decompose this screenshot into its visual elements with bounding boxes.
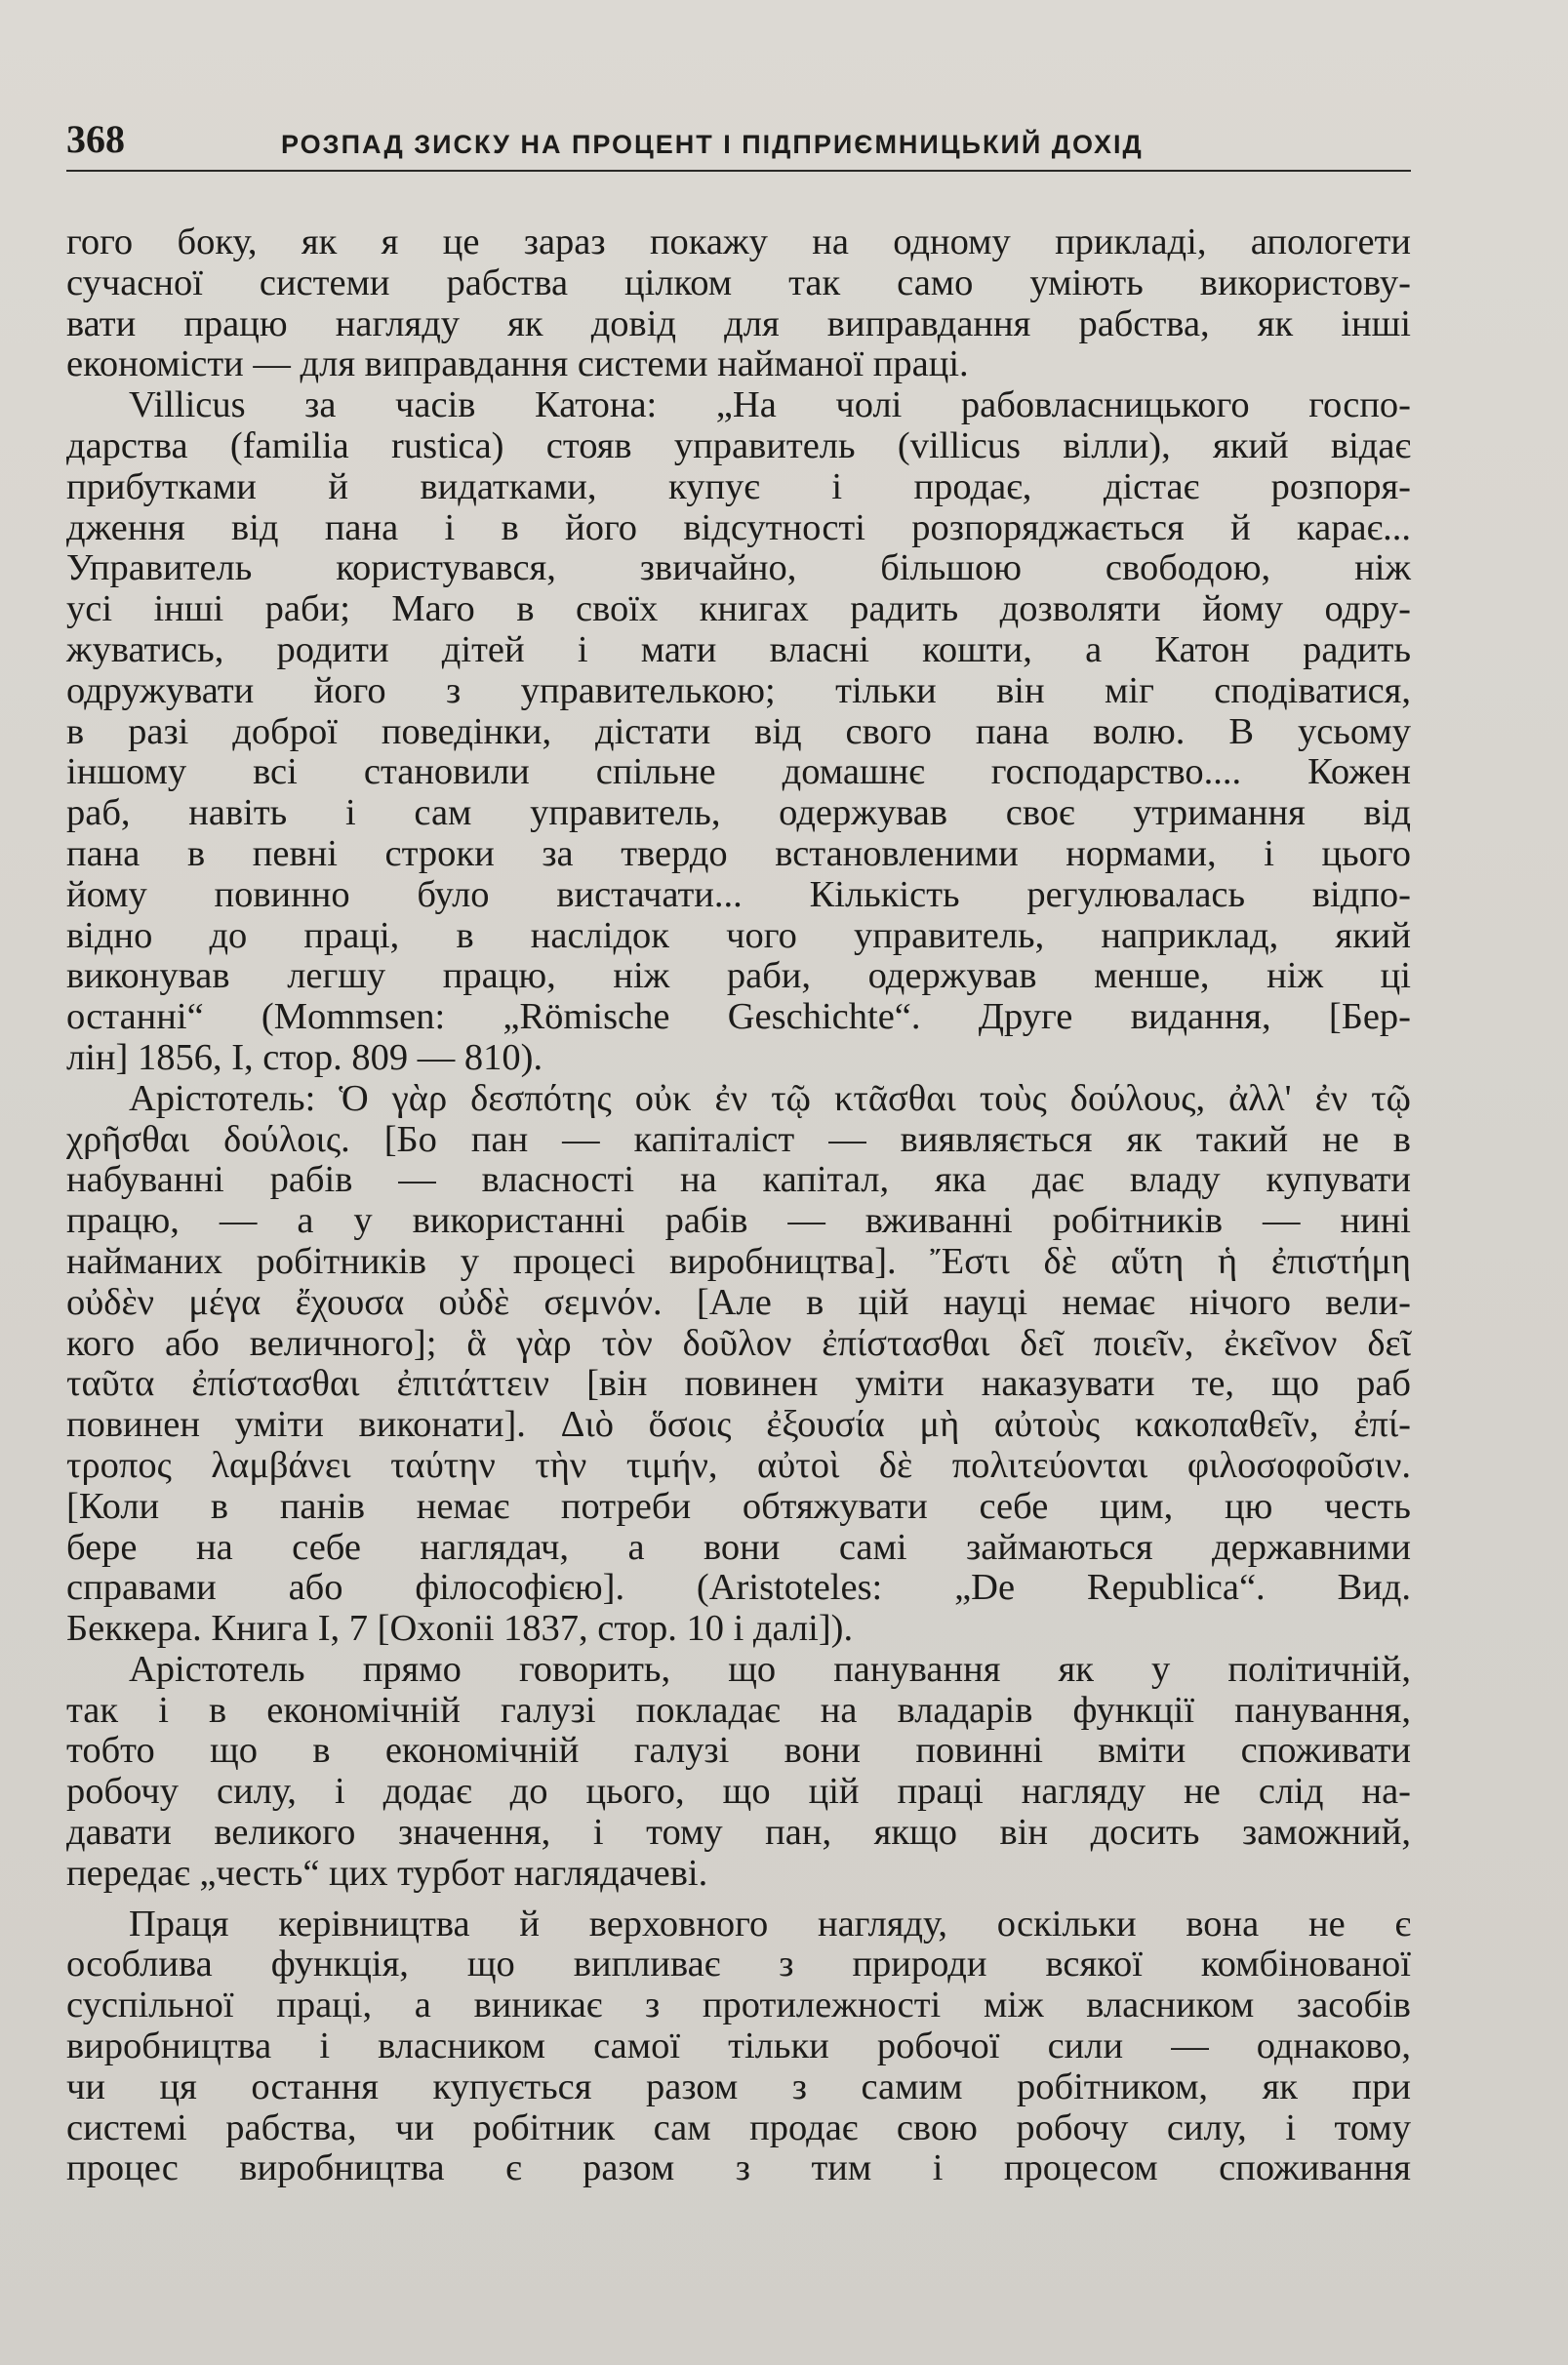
text-line: ταῦτα ἐπίστασθαι ἐπιτάττειν [він повинен уміти наказувати те, що раб bbox=[66, 1363, 1411, 1405]
text-line: в разі доброї поведінки, дістати від свого пана волю. В усьому bbox=[66, 710, 1411, 752]
text-line: останні“ (Mommsen: „Römische Geschichte“. Друге видання, [Бер- bbox=[66, 996, 1411, 1038]
text-line: гого боку, як я це зараз покажу на одному прикладі, апологети bbox=[66, 221, 1411, 262]
page-header bbox=[66, 115, 1411, 172]
text-line: Арістотель: Ὁ γὰρ δεσπότης οὐκ ἐν τῷ κτᾶσθαι τοὺς δούλους, ἀλλ' ἐν τῷ bbox=[129, 1077, 1411, 1119]
text-line: тобто що в економічній галузі вони повинні вміти споживати bbox=[66, 1730, 1411, 1772]
text-line: жуватись, родити дітей і мати власні кошти, а Катон радить bbox=[66, 628, 1411, 670]
text-line: вати працю нагляду як довід для виправдання рабства, як інші bbox=[66, 302, 1411, 344]
text-line: прибутками й видатками, купує і продає, дістає розпоря- bbox=[66, 465, 1411, 507]
text-line: пана в певні строки за твердо встановленими нормами, і цього bbox=[66, 832, 1411, 874]
text-line: χρῆσθαι δούλοις. [Бо пан — капіталіст — виявляється як такий не в bbox=[66, 1118, 1411, 1160]
text-line: [Коли в панів немає потреби обтяжувати себе цим, цю честь bbox=[66, 1485, 1411, 1527]
text-line: усі інші раби; Маго в своїх книгах радить дозволяти йому одру- bbox=[66, 588, 1411, 630]
text-line: найманих робітників у процесі виробництва]. Ἔστι δὲ αὕτη ἡ ἐπιστήμη bbox=[66, 1240, 1411, 1282]
text-line: особлива функція, що випливає з природи всякої комбінованої bbox=[66, 1944, 1411, 1985]
text-line: раб, навіть і сам управитель, одержував своє утримання від bbox=[66, 792, 1411, 834]
text-line: іншому всі становили спільне домашнє господарство.... Кожен bbox=[66, 751, 1411, 793]
text-line: виробництва і власником самої тільки робочої сили — однаково, bbox=[66, 2025, 1411, 2067]
text-line: одружувати його з управителькою; тільки він міг сподіватися, bbox=[66, 669, 1411, 711]
text-line: Villicus за часів Катона: „На чолі рабовласницького госпо- bbox=[129, 384, 1411, 426]
body-text bbox=[66, 222, 1411, 2189]
text-line: відно до праці, в наслідок чого управитель, наприклад, який bbox=[66, 914, 1411, 956]
text-line: повинен уміти виконати]. Διὸ ὅσοις ἐξουσία μὴ αὐτοὺς κακοπαθεῖν, ἐπί- bbox=[66, 1404, 1411, 1446]
running-title: РОЗПАД ЗИСКУ НА ПРОЦЕНТ І ПІДПРИЄМНИЦЬКИЙ ДОХІД bbox=[281, 130, 1144, 159]
text-line: дарства (familia rustica) стояв управитель (villicus вілли), який відає bbox=[66, 424, 1411, 466]
text-line: чи ця остання купується разом з самим робітником, як при bbox=[66, 2065, 1411, 2107]
text-line: давати великого значення, і тому пан, якщо він досить заможний, bbox=[66, 1812, 1411, 1854]
text-line: Беккера. Книга I, 7 [Oxonii 1837, стор. 10 і далі]). bbox=[66, 1608, 854, 1650]
text-line: так і в економічній галузі покладає на владарів функції панування, bbox=[66, 1689, 1411, 1731]
text-line: сучасної системи рабства цілком так само уміють використову- bbox=[66, 261, 1411, 303]
text-line: йому повинно було вистачати... Кількість регулювалась відпо- bbox=[66, 873, 1411, 915]
text-line: кого або величного]; ἃ γὰρ τὸν δοῦλον ἐπίστασθαι δεῖ ποιεῖν, ἐκεῖνον δεῖ bbox=[66, 1322, 1411, 1364]
text-line: τροπος λαμβάνει ταύτην τὴν τιμήν, αὐτοὶ δὲ πολιτεύονται φιλοσοφοῦσιν. bbox=[66, 1444, 1411, 1486]
text-line: Арістотель прямо говорить, що панування як у політичній, bbox=[129, 1648, 1411, 1690]
text-line: процес виробництва є разом з тим і процесом споживання bbox=[66, 2147, 1411, 2189]
text-line: набуванні рабів — власності на капітал, яка дає владу купувати bbox=[66, 1159, 1411, 1201]
text-line: Праця керівництва й верховного нагляду, оскільки вона не є bbox=[129, 1903, 1411, 1944]
text-line: Управитель користувався, звичайно, більшою свободою, ніж bbox=[66, 547, 1411, 589]
text-line: бере на себе наглядач, а вони самі займаються державними bbox=[66, 1526, 1411, 1568]
text-line: οὐδὲν μέγα ἔχουσα οὐδὲ σεμνόν. [Але в цій науці немає нічого вели- bbox=[66, 1281, 1411, 1323]
text-line: суспільної праці, а виникає з протилежності між власником засобів bbox=[66, 1984, 1411, 2026]
page-number: 368 bbox=[66, 117, 125, 161]
text-line: передає „честь“ цих турбот наглядачеві. bbox=[66, 1852, 708, 1894]
text-line: працю, — а у використанні рабів — вживанні робітників — нині bbox=[66, 1200, 1411, 1242]
text-line: виконував легшу працю, ніж раби, одержував менше, ніж ці bbox=[66, 955, 1411, 997]
text-line: системі рабства, чи робітник сам продає свою робочу силу, і тому bbox=[66, 2106, 1411, 2148]
text-line: справами або філософією]. (Aristoteles: „De Republica“. Вид. bbox=[66, 1567, 1411, 1609]
text-line: робочу силу, і додає до цього, що цій праці нагляду не слід на- bbox=[66, 1771, 1411, 1813]
text-line: лін] 1856, I, стор. 809 — 810). bbox=[66, 1036, 543, 1078]
text-line: економісти — для виправдання системи найманої праці. bbox=[66, 343, 969, 385]
text-line: дження від пана і в його відсутності розпоряджається й карає... bbox=[66, 506, 1411, 548]
